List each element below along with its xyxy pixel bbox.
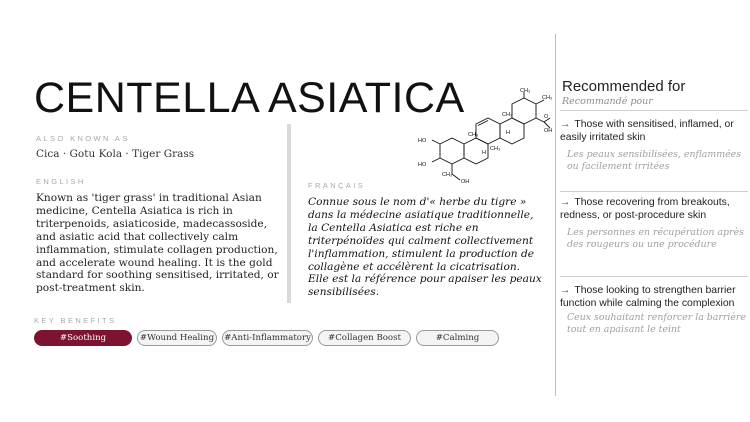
recommended-item [560, 284, 748, 336]
molecule-label: OH [461, 179, 470, 185]
key-benefits-label: KEY BENEFITS [34, 316, 117, 325]
recommended-title: Recommended for [562, 78, 686, 95]
arrow-right-icon: → [560, 285, 571, 296]
tag-wound-healing[interactable]: #Wound Healing [137, 330, 217, 346]
tag-soothing[interactable]: #Soothing [34, 330, 132, 346]
recommended-item-en: Those looking to strengthen barrier function while calming the complexion [560, 285, 736, 309]
recommended-item-fr: Les peaux sensibilisées, enflammées ou facilement irritées [567, 149, 742, 172]
english-label: ENGLISH [36, 177, 86, 186]
french-description: Connue sous le nom d'« herbe du tigre » dans la médecine asiatique traditionnelle, la Centella Asiatica est riche en triterpénoïdes qui calment collectivement l'inflammation, stimulent la production de collagène et accélèrent la cicatrisation. Elle est la référence pour apaiser les peaux sensibilisées. [308, 196, 542, 299]
tag-calming[interactable]: #Calming [416, 330, 499, 346]
benefit-tags [34, 330, 499, 346]
arrow-right-icon: → [560, 197, 571, 208]
molecule-label: O [544, 114, 549, 120]
french-label: FRANÇAIS [308, 181, 366, 190]
molecule-label: CH₃ [442, 172, 453, 178]
molecule-label: CH₃ [502, 112, 513, 118]
molecule-structure-icon [404, 88, 554, 192]
recommended-subtitle: Recommandé pour [562, 96, 653, 107]
recommended-separator [560, 276, 748, 277]
molecule-label: HO [418, 138, 427, 144]
section-divider [555, 34, 556, 396]
molecule-label: CH₃ [520, 88, 531, 94]
also-known-as-label: ALSO KNOWN AS [36, 134, 130, 143]
molecule-label: CH₃ [490, 146, 501, 152]
recommended-item [560, 118, 748, 173]
tag-collagen-boost[interactable]: #Collagen Boost [318, 330, 411, 346]
recommended-separator [560, 110, 748, 111]
arrow-right-icon: → [560, 119, 571, 130]
recommended-item-en: Those with sensitised, inflamed, or easily irritated skin [560, 119, 734, 143]
recommended-item-fr: Les personnes en récupération après des rougeurs ou une procédure [567, 227, 744, 250]
also-known-as-value: Cica · Gotu Kola · Tiger Grass [36, 148, 195, 160]
english-description: Known as 'tiger grass' in traditional Asian medicine, Centella Asiatica is rich in triterpenoids, asiaticoside, madecassoside, and asiatic acid that collectively calm inflammation, stimulate collagen production, and accelerate wound healing. It is the gold standard for soothing sensitised, irritated, or post-treatment skin. [36, 192, 279, 295]
recommended-item-fr: Ceux souhaitant renforcer la barrière tout en apaisant le teint [567, 312, 746, 335]
molecule-label: CH₃ [468, 132, 479, 138]
molecule-label: HO [418, 162, 427, 168]
tag-anti-inflammatory[interactable]: #Anti-Inflammatory [222, 330, 313, 346]
recommended-item-en: Those recovering from breakouts, redness, or post-procedure skin [560, 197, 730, 221]
column-divider [287, 124, 291, 303]
recommended-separator [560, 191, 748, 192]
molecule-label: OH [544, 128, 553, 134]
recommended-item [560, 196, 748, 251]
molecule-label: H [506, 130, 510, 136]
molecule-label: CH₃ [542, 95, 553, 101]
molecule-label: H [482, 150, 486, 156]
page-title: CENTELLA ASIATICA [34, 74, 465, 122]
